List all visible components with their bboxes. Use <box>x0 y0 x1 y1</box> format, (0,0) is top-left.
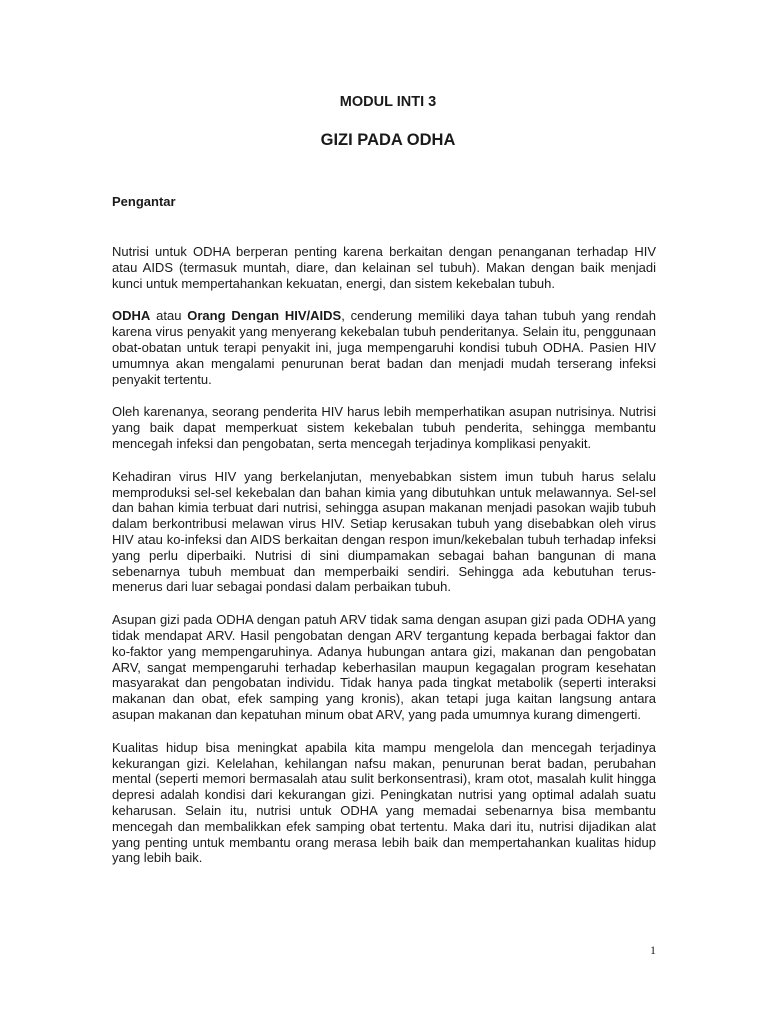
paragraph-6: Kualitas hidup bisa meningkat apabila kita mampu mengelola dan mencegah terjadinya kekurangan gizi. Kelelahan, kehilangan nafsu makan, penurunan berat badan, perubahan mental (seperti memori bermasalah atau sulit berkonsentrasi), kram otot, masalah kulit hingga depresi adalah kondisi dari kekurangan gizi. Peningkatan nutrisi yang optimal adalah suatu keharusan. Selain itu, nutrisi untuk ODHA yang memadai sebenarnya bisa membantu mencegah dan membalikkan efek samping obat tertentu. Maka dari itu, nutrisi dijadikan alat yang penting untuk membantu orang merasa lebih baik dan mempertahankan kualitas hidup yang lebih baik. <box>112 739 656 866</box>
term-full: Orang Dengan HIV/AIDS <box>187 308 342 324</box>
document-title: GIZI PADA ODHA <box>320 131 456 149</box>
paragraph-3: Oleh karenanya, seorang penderita HIV harus lebih memperhatikan asupan nutrisinya. Nutrisi yang baik dapat memperkuat sistem kekebalan tubuh penderita, sehingga membantu mencegah infeksi dan pengobatan, serta mencegah terjadinya komplikasi penyakit. <box>112 404 656 451</box>
document-body <box>112 244 656 883</box>
paragraph-2-text: , cenderung memiliki daya tahan tubuh yang rendah karena virus penyakit yang menyerang kekebalan tubuh penderitanya. Selain itu, penggunaan obat-obatan untuk terapi penyakit ini, juga mempengaruhi kondisi tubuh ODHA. Pasien HIV umumnya akan mengalami penurunan berat badan dan menjadi mudah terserang infeksi penyakit tertentu. <box>112 308 656 387</box>
page-number: 1 <box>650 943 656 957</box>
term-odha: ODHA <box>112 308 151 324</box>
module-label: MODUL INTI 3 <box>339 94 437 110</box>
paragraph-2 <box>112 308 656 387</box>
paragraph-5: Asupan gizi pada ODHA dengan patuh ARV tidak sama dengan asupan gizi pada ODHA yang tidak mendapat ARV. Hasil pengobatan dengan ARV tergantung kepada berbagai faktor dan ko-faktor yang mempengaruhinya. Adanya hubungan antara gizi, makanan dan pengobatan ARV, sangat mempengaruhi terhadap keberhasilan maupun kegagalan program kesehatan masyarakat dan pengobatan individu. Tidak hanya pada tingkat metabolik (seperti interaksi makanan dan obat, efek samping yang kronis), akan tetapi juga kaitan langsung antara asupan makanan dan kepatuhan minum obat ARV, yang pada umumnya kurang dimengerti. <box>112 612 656 722</box>
section-heading-pengantar: Pengantar <box>112 194 176 209</box>
term-connector: atau <box>150 308 188 324</box>
paragraph-4: Kehadiran virus HIV yang berkelanjutan, menyebabkan sistem imun tubuh harus selalu memproduksi sel-sel kekebalan dan bahan kimia yang dibutuhkan untuk melawannya. Sel-sel dan bahan kimia terbuat dari nutrisi, sehingga asupan makanan menjadi pasokan wajib tubuh dalam berkontribusi melawan virus HIV. Setiap kerusakan tubuh yang disebabkan oleh virus HIV atau ko-infeksi dan AIDS berkaitan dengan respon imun/kekebalan tubuh terhadap infeksi yang perlu diperbaiki. Nutrisi di sini diumpamakan sebagai bahan bangunan di mana sebenarnya tubuh membuat dan memperbaiki sendiri. Sehingga ada kebutuhan terus-menerus dari luar sebagai pondasi dalam perbaikan tubuh. <box>112 468 656 595</box>
paragraph-1: Nutrisi untuk ODHA berperan penting karena berkaitan dengan penanganan terhadap HIV atau AIDS (termasuk muntah, diare, dan kelainan sel tubuh). Makan dengan baik menjadi kunci untuk mempertahankan kekuatan, energi, dan sistem kekebalan tubuh. <box>112 244 656 291</box>
